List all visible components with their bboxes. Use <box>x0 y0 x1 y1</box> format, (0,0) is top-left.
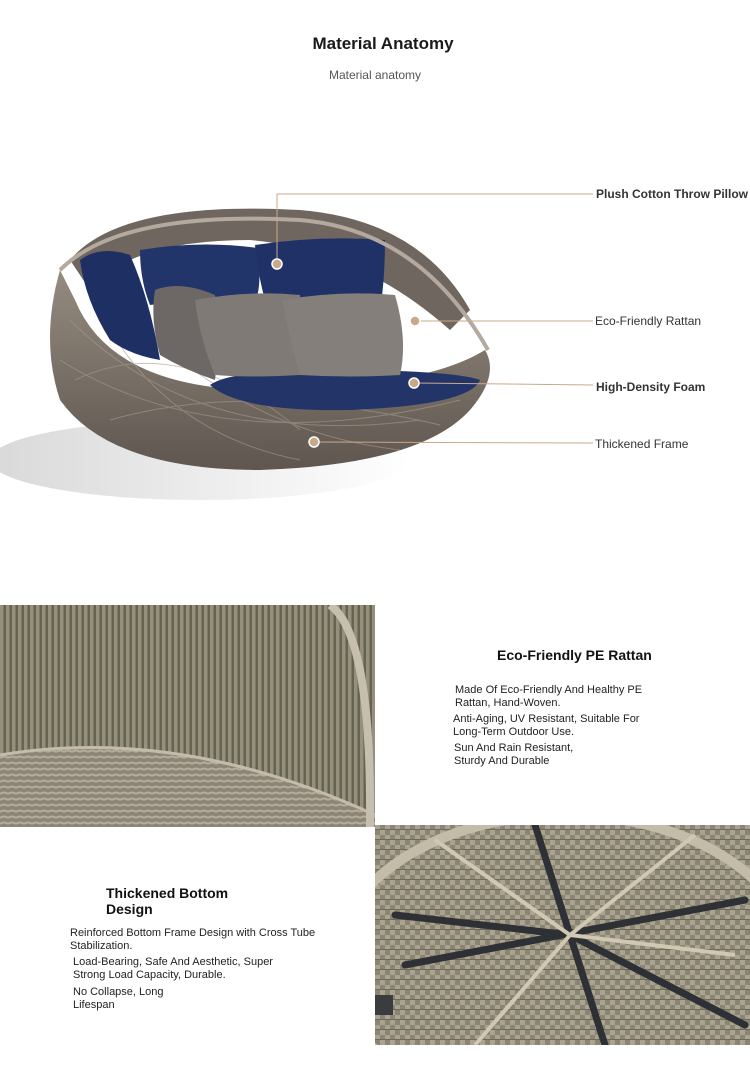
callout-pillow: Plush Cotton Throw Pillow <box>596 187 748 201</box>
bottom-point-3: No Collapse, Long Lifespan <box>73 986 164 1011</box>
rattan-point-1: Made Of Eco-Friendly And Healthy PE Rattan, Hand-Woven. <box>455 684 643 709</box>
callout-rattan: Eco-Friendly Rattan <box>595 314 702 328</box>
grey-pillow-right <box>282 293 403 376</box>
page-subtitle: Material anatomy <box>328 68 422 82</box>
callout-foam: High-Density Foam <box>596 380 706 394</box>
bottom-point-1: Reinforced Bottom Frame Design with Cross Tube Stabilization. <box>70 927 316 952</box>
rattan-point-2: Anti-Aging, UV Resistant, Suitable For Long-Term Outdoor Use. <box>453 713 640 738</box>
callout-dot-foam <box>409 378 419 388</box>
rattan-closeup-photo <box>0 605 375 827</box>
callout-dot-rattan <box>410 316 420 326</box>
bottom-frame-photo <box>375 825 750 1045</box>
callout-dot-frame <box>309 437 319 447</box>
page-title: Material Anatomy <box>312 34 454 53</box>
bottom-section-title: Thickened Bottom Design <box>106 885 229 917</box>
callout-dot-pillow <box>272 259 282 269</box>
bottom-point-2: Load-Bearing, Safe And Aesthetic, Super Strong Load Capacity, Durable. <box>73 956 273 981</box>
rattan-section-title: Eco-Friendly PE Rattan <box>497 647 652 663</box>
callout-frame: Thickened Frame <box>595 437 689 451</box>
daybed-illustration <box>0 180 750 510</box>
rattan-point-3: Sun And Rain Resistant, Sturdy And Durable <box>454 742 574 767</box>
